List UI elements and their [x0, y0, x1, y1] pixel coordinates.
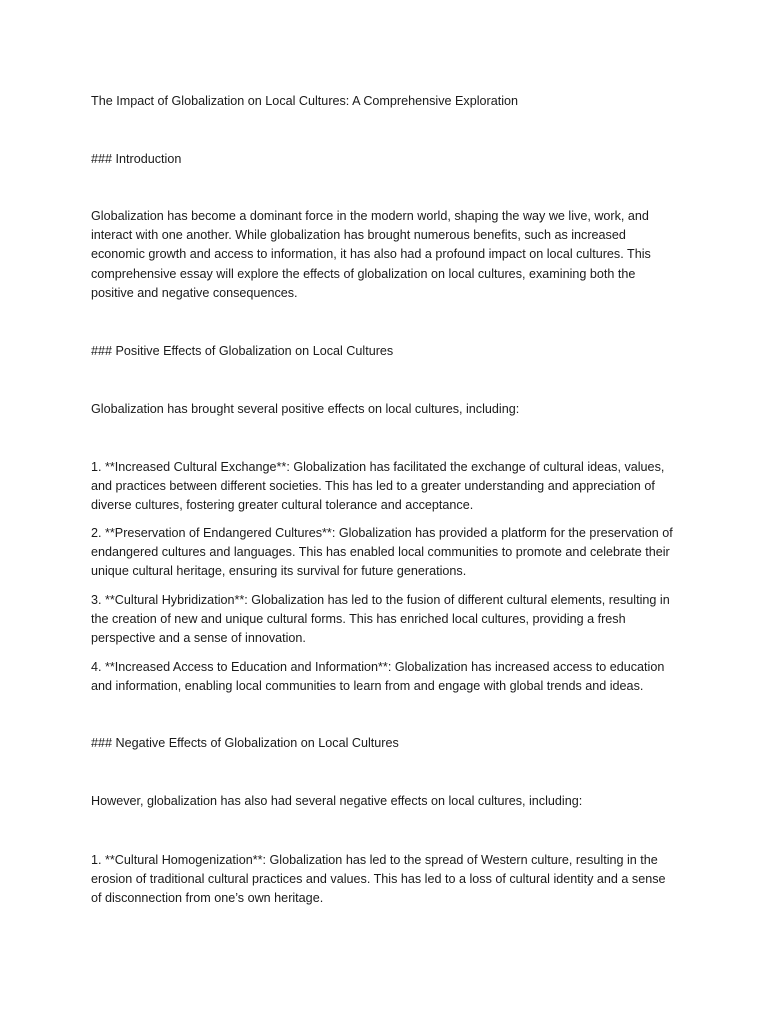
- document-title: The Impact of Globalization on Local Cultures: A Comprehensive Exploration: [91, 94, 519, 108]
- positive-effects-intro: Globalization has brought several positive effects on local cultures, including:: [91, 402, 520, 416]
- positive-list-item: 2. **Preservation of Endangered Cultures**: Globalization has provided a platform for the preservation of endangered cultures and languages. This has enabled local communities to promote and celebrate their unique cultural heritage, ensuring its survival for future generations.: [91, 526, 673, 579]
- positive-list-item: 3. **Cultural Hybridization**: Globalization has led to the fusion of different cultural elements, resulting in the creation of new and unique cultural forms. This has enriched local cultures, providing a fresh perspective and a sense of innovation.: [91, 593, 670, 646]
- introduction-paragraph: Globalization has become a dominant force in the modern world, shaping the way we live, work, and interact with one another. While globalization has brought numerous benefits, such as increased economic growth and access to information, it has also had a profound impact on local cultures. This comprehensive essay will explore the effects of globalization on local cultures, examining both the positive and negative consequences.: [91, 209, 651, 300]
- positive-list-item: 4. **Increased Access to Education and Information**: Globalization has increased access to education and information, enabling local communities to learn from and engage with global trends and ideas.: [91, 660, 665, 694]
- negative-effects-intro: However, globalization has also had several negative effects on local cultures, including:: [91, 794, 583, 808]
- negative-effects-heading: ### Negative Effects of Globalization on Local Cultures: [91, 736, 399, 750]
- positive-effects-heading: ### Positive Effects of Globalization on Local Cultures: [91, 344, 394, 358]
- negative-list-item: 1. **Cultural Homogenization**: Globalization has led to the spread of Western culture, resulting in the erosion of traditional cultural practices and values. This has led to a loss of cultural identity and a sense of disconnection from one’s own heritage.: [91, 853, 666, 906]
- positive-list-item: 1. **Increased Cultural Exchange**: Globalization has facilitated the exchange of cultural ideas, values, and practices between different societies. This has led to a greater understanding and appreciation of diverse cultures, fostering greater cultural tolerance and acceptance.: [91, 460, 665, 513]
- introduction-heading: ### Introduction: [91, 152, 182, 166]
